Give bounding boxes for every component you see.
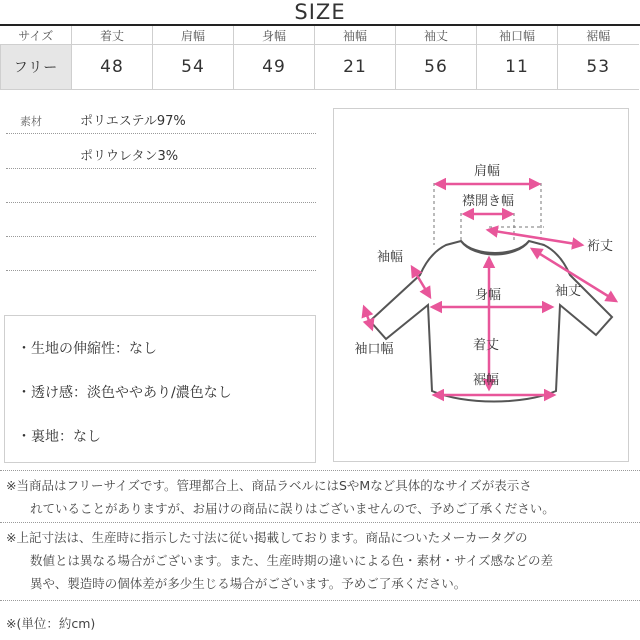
header-body-width: 身幅 bbox=[234, 26, 315, 45]
divider bbox=[6, 202, 316, 203]
page-title: SIZE bbox=[294, 0, 346, 24]
header-hem-width: 裾幅 bbox=[558, 26, 639, 45]
value-body-width: 49 bbox=[234, 45, 315, 90]
size-table bbox=[0, 26, 639, 90]
divider bbox=[0, 470, 640, 471]
footnote-units bbox=[6, 612, 636, 635]
label-yuki: 裄丈 bbox=[586, 239, 614, 254]
label-cuff: 袖口幅 bbox=[354, 342, 394, 357]
property-stretch: ・生地の伸縮性：なし bbox=[17, 341, 157, 357]
footnote-free-size bbox=[6, 474, 636, 520]
table-row bbox=[1, 45, 639, 90]
property-sheerness: ・透け感：淡色ややあり/濃色なし bbox=[17, 385, 232, 401]
footnote-line: ※上記寸法は、生産時に指示した寸法に従い掲載しております。商品についたメーカータグの bbox=[6, 530, 528, 545]
footnote-line: 異や、製造時の個体差が多少生じる場合がございます。予めご了承ください。 bbox=[30, 576, 467, 591]
label-sleeve-length: 袖丈 bbox=[554, 284, 582, 299]
value-length: 48 bbox=[72, 45, 153, 90]
footnote-measurements bbox=[6, 526, 636, 595]
material-line-1: ポリエステル97% bbox=[80, 114, 186, 129]
divider bbox=[6, 270, 316, 271]
label-shoulder: 肩幅 bbox=[473, 164, 501, 179]
label-length: 着丈 bbox=[472, 338, 500, 353]
material-label: 素材 bbox=[20, 115, 42, 128]
footnote-line: ※(単位：約cm) bbox=[6, 616, 96, 631]
label-hem: 裾幅 bbox=[472, 373, 500, 388]
value-shoulder: 54 bbox=[153, 45, 234, 90]
divider bbox=[6, 133, 316, 134]
size-table-header bbox=[1, 26, 639, 45]
footnote-line: 数値とは異なる場合がございます。また、生産時期の違いによる色・素材・サイズ感などの差 bbox=[30, 553, 554, 568]
label-sleeve-width: 袖幅 bbox=[376, 250, 404, 265]
header-shoulder: 肩幅 bbox=[153, 26, 234, 45]
header-sleeve-length: 袖丈 bbox=[396, 26, 477, 45]
header-sleeve-width: 袖幅 bbox=[315, 26, 396, 45]
label-neck: 襟開き幅 bbox=[461, 194, 515, 209]
divider bbox=[0, 522, 640, 523]
header-length: 着丈 bbox=[72, 26, 153, 45]
value-cuff-width: 11 bbox=[477, 45, 558, 90]
material-line-2: ポリウレタン3% bbox=[80, 149, 179, 164]
divider bbox=[0, 600, 640, 601]
divider bbox=[6, 236, 316, 237]
properties-box bbox=[4, 315, 316, 463]
garment-svg bbox=[334, 109, 628, 461]
value-hem-width: 53 bbox=[558, 45, 639, 90]
value-sleeve-length: 56 bbox=[396, 45, 477, 90]
footnote-line: ※当商品はフリーサイズです。管理都合上、商品ラベルにはSやMなど具体的なサイズが表示さ bbox=[6, 478, 532, 493]
value-sleeve-width: 21 bbox=[315, 45, 396, 90]
divider bbox=[6, 168, 316, 169]
measurement-diagram bbox=[333, 108, 629, 462]
property-lining: ・裏地：なし bbox=[17, 429, 101, 445]
header-cuff-width: 袖口幅 bbox=[477, 26, 558, 45]
header-size: サイズ bbox=[1, 26, 72, 45]
size-label: フリー bbox=[1, 45, 72, 90]
footnote-line: れていることがありますが、お届けの商品に誤りはございませんので、予めご了承ください。 bbox=[30, 501, 555, 516]
label-body-width: 身幅 bbox=[474, 288, 502, 303]
